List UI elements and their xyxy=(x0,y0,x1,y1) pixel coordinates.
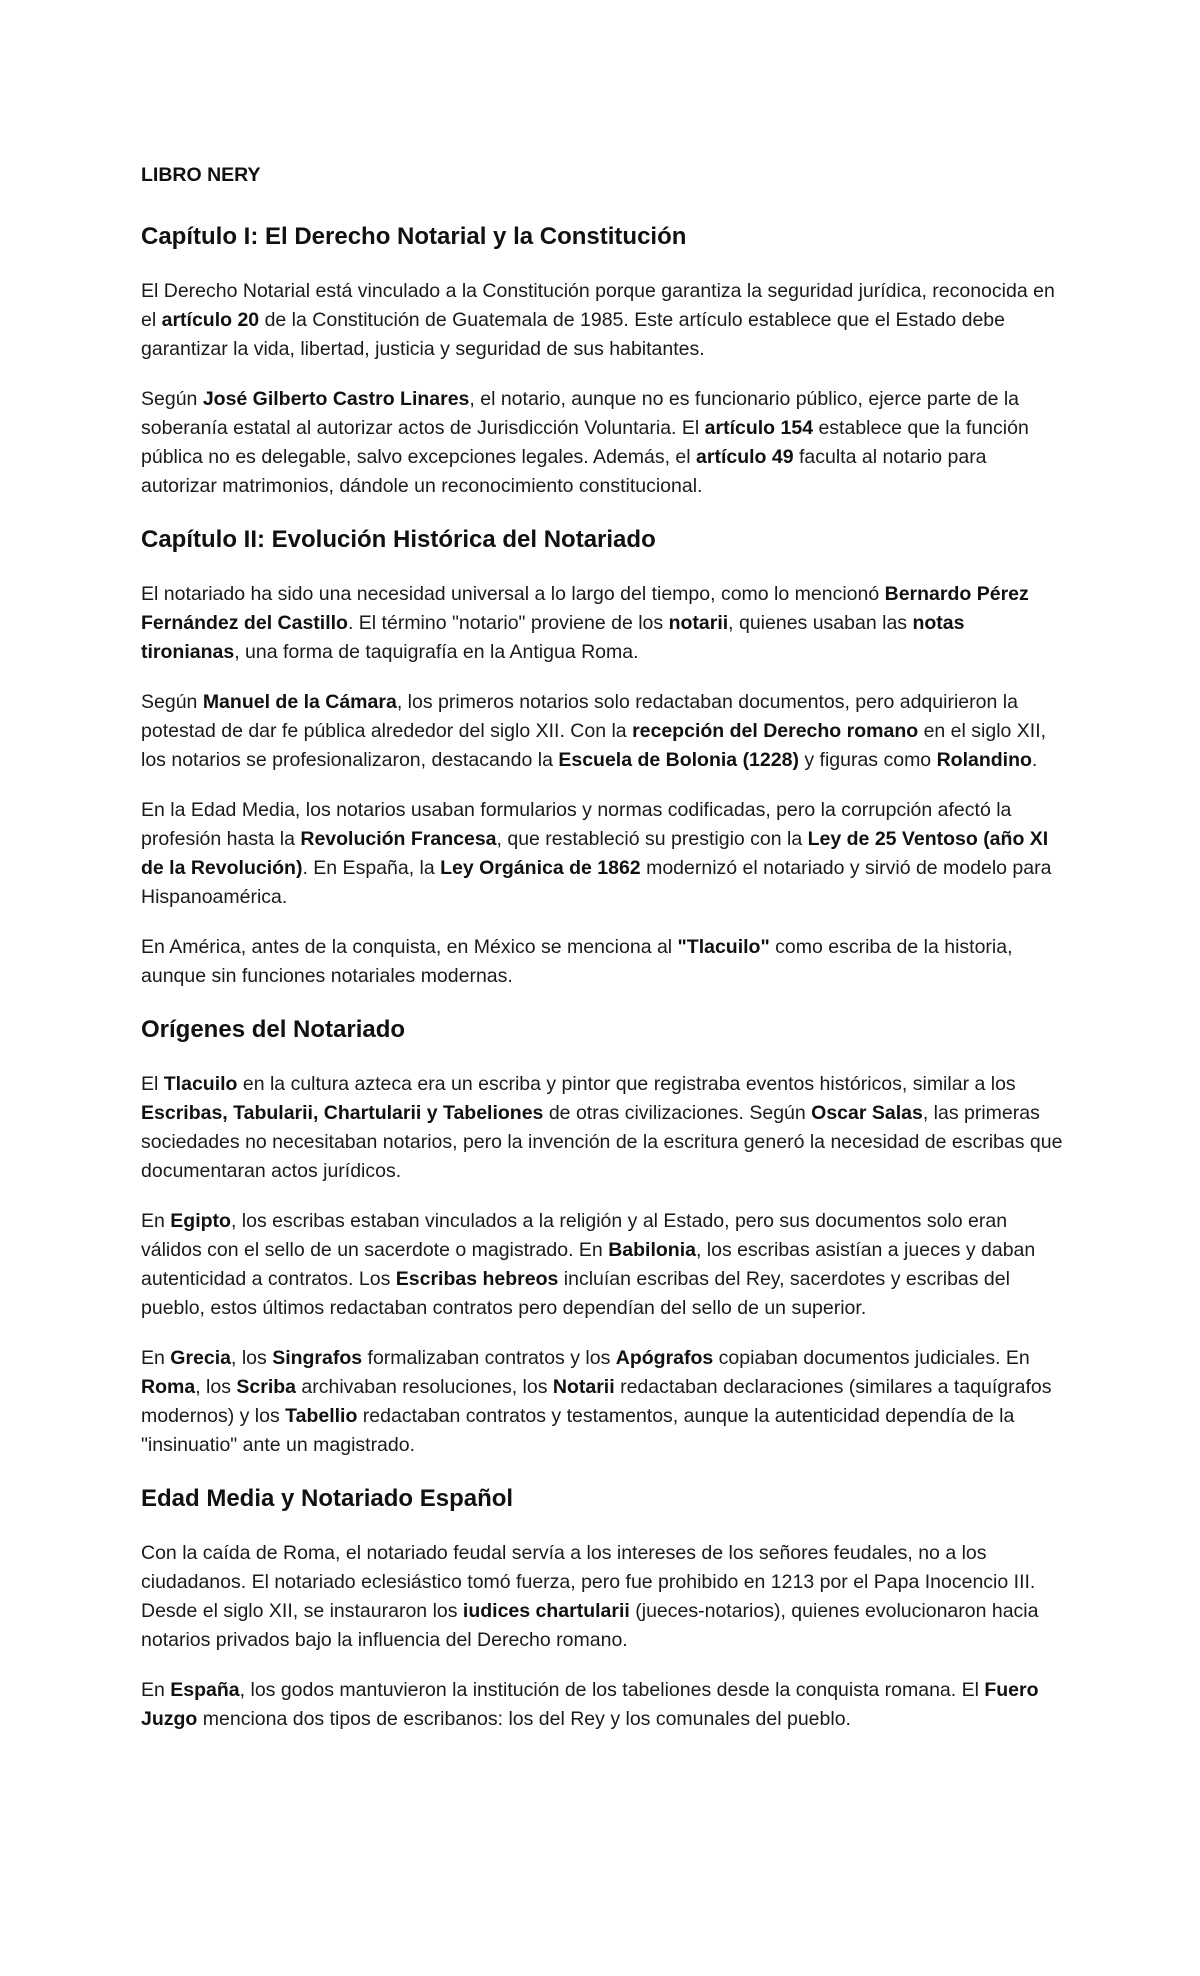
text-run: . El término "notario" proviene de los xyxy=(347,612,669,634)
text-run: , los godos mantuvieron la institución de los tabeliones desde la conquista romana. El xyxy=(239,1679,985,1701)
text-run: , los xyxy=(231,1347,273,1369)
paragraph xyxy=(141,1676,1066,1734)
paragraph xyxy=(141,385,1066,501)
text-run: formalizaban contratos y los xyxy=(362,1347,616,1369)
text-run: archivaban resoluciones, los xyxy=(296,1376,553,1398)
text-run: En la Edad Media, los notarios usaban formularios y normas codificadas, pero la corrupción afectó la profesión hasta la xyxy=(141,799,1012,850)
bold-text: Manuel de la Cámara xyxy=(202,691,397,713)
bold-text: Escribas hebreos xyxy=(395,1268,559,1290)
text-run: El Derecho Notarial está vinculado a la Constitución porque garantiza la seguridad jurídica, reconocida en el xyxy=(141,280,1055,331)
bold-text: España xyxy=(170,1679,240,1701)
text-run: , las primeras sociedades no necesitaban notarios, pero la invención de la escritura generó la necesidad de escribas que documentaran actos jurídicos. xyxy=(141,1102,1063,1182)
text-run: , los escribas estaban vinculados a la religión y al Estado, pero sus documentos solo eran válidos con el sello de un sacerdote o magistrado. En xyxy=(141,1210,1008,1261)
bold-text: Tabellio xyxy=(285,1405,358,1427)
text-run: , los primeros notarios solo redactaban documentos, pero adquirieron la potestad de dar fe pública alrededor del siglo XII. Con la xyxy=(141,691,1018,742)
text-run: como escriba de la historia, aunque sin funciones notariales modernas. xyxy=(141,936,1013,987)
text-run: En xyxy=(141,1347,171,1369)
text-run: redactaban contratos y testamentos, aunque la autenticidad dependía de la "insinuatio" ante un magistrado. xyxy=(141,1405,1015,1456)
document-body xyxy=(141,222,1066,1734)
bold-text: iudices chartularii xyxy=(462,1600,630,1622)
bold-text: Notarii xyxy=(552,1376,615,1398)
section-heading: Capítulo I: El Derecho Notarial y la Constitución xyxy=(141,223,687,250)
paragraph xyxy=(141,1207,1066,1323)
text-run: , los xyxy=(195,1376,237,1398)
bold-text: Singrafos xyxy=(272,1347,363,1369)
bold-text: Roma xyxy=(141,1376,196,1398)
bold-text: Apógrafos xyxy=(615,1347,714,1369)
bold-text: Tlacuilo xyxy=(163,1073,238,1095)
text-run: (jueces-notarios), quienes evolucionaron hacia notarios privados bajo la influencia del Derecho romano. xyxy=(141,1600,1039,1651)
section xyxy=(141,222,1066,501)
paragraph xyxy=(141,1070,1066,1186)
bold-text: Egipto xyxy=(170,1210,231,1232)
paragraph xyxy=(141,688,1066,775)
section-heading: Capítulo II: Evolución Histórica del Notariado xyxy=(141,526,656,553)
text-run: en el siglo XII, los notarios se profesionalizaron, destacando la xyxy=(141,720,1047,771)
section-heading: Orígenes del Notariado xyxy=(141,1016,406,1043)
bold-text: notas tironianas xyxy=(141,612,965,663)
bold-text: artículo 154 xyxy=(704,417,814,439)
paragraph xyxy=(141,796,1066,912)
text-run: , una forma de taquigrafía en la Antigua Roma. xyxy=(234,641,639,663)
bold-text: Oscar Salas xyxy=(811,1102,923,1124)
section xyxy=(141,525,1066,991)
text-run: En xyxy=(141,1679,171,1701)
bold-text: Grecia xyxy=(170,1347,231,1369)
bold-text: Fuero Juzgo xyxy=(141,1679,1039,1730)
text-run: . xyxy=(1031,749,1038,771)
text-run: faculta al notario para autorizar matrimonios, dándole un reconocimiento constitucional. xyxy=(141,446,987,497)
text-run: En xyxy=(141,1210,171,1232)
text-run: copiaban documentos judiciales. En xyxy=(713,1347,1030,1369)
section xyxy=(141,1484,1066,1734)
bold-text: Scriba xyxy=(236,1376,296,1398)
paragraph xyxy=(141,933,1066,991)
bold-text: artículo 49 xyxy=(696,446,794,468)
section-heading: Edad Media y Notariado Español xyxy=(141,1485,514,1512)
text-run: , los escribas asistían a jueces y daban autenticidad a contratos. Los xyxy=(141,1239,1036,1290)
text-run: Con la caída de Roma, el notariado feudal servía a los intereses de los señores feudales, no a los ciudadanos. El notariado eclesiástico tomó fuerza, pero fue prohibido en 1213 por el Papa Inocencio III. Desde el siglo XII, se instauraron los xyxy=(141,1542,1036,1622)
bold-text: Ley Orgánica de 1862 xyxy=(440,857,641,879)
text-run: en la cultura azteca era un escriba y pintor que registraba eventos históricos, similar a los xyxy=(237,1073,1016,1095)
bold-text: Escuela de Bolonia (1228) xyxy=(558,749,799,771)
bold-text: Rolandino xyxy=(936,749,1032,771)
bold-text: Revolución Francesa xyxy=(300,828,497,850)
text-run: modernizó el notariado y sirvió de modelo para Hispanoamérica. xyxy=(141,857,1052,908)
text-run: Según xyxy=(141,388,203,410)
bold-text: Escribas, Tabularii, Chartularii y Tabeliones xyxy=(141,1102,544,1124)
bold-text: "Tlacuilo" xyxy=(677,936,770,958)
bold-text: Bernardo Pérez Fernández del Castillo xyxy=(141,583,1029,634)
document-page xyxy=(141,162,1066,1758)
text-run: de la Constitución de Guatemala de 1985. Este artículo establece que el Estado debe garantizar la vida, libertad, justicia y seguridad de sus habitantes. xyxy=(141,309,1005,360)
bold-text: Babilonia xyxy=(608,1239,696,1261)
paragraph xyxy=(141,277,1066,364)
section xyxy=(141,1015,1066,1460)
text-run: de otras civilizaciones. Según xyxy=(543,1102,812,1124)
text-run: , el notario, aunque no es funcionario público, ejerce parte de la soberanía estatal al autorizar actos de Jurisdicción Voluntaria. El xyxy=(141,388,1020,439)
bold-text: notarii xyxy=(668,612,729,634)
bold-text: recepción del Derecho romano xyxy=(632,720,919,742)
text-run: incluían escribas del Rey, sacerdotes y escribas del pueblo, estos últimos redactaban contratos pero dependían del sello de un superior. xyxy=(141,1268,1010,1319)
text-run: . En España, la xyxy=(302,857,441,879)
bold-text: artículo 20 xyxy=(161,309,260,331)
text-run: establece que la función pública no es delegable, salvo excepciones legales. Además, el xyxy=(141,417,1029,468)
paragraph xyxy=(141,580,1066,667)
text-run: El xyxy=(141,1073,164,1095)
bold-text: José Gilberto Castro Linares xyxy=(202,388,470,410)
text-run: Según xyxy=(141,691,203,713)
bold-text: Ley de 25 Ventoso (año XI de la Revolución) xyxy=(141,828,1049,879)
paragraph xyxy=(141,1344,1066,1460)
paragraph xyxy=(141,1539,1066,1655)
text-run: El notariado ha sido una necesidad universal a lo largo del tiempo, como lo mencionó xyxy=(141,583,885,605)
text-run: En América, antes de la conquista, en México se menciona al xyxy=(141,936,678,958)
text-run: y figuras como xyxy=(798,749,937,771)
text-run: , que restableció su prestigio con la xyxy=(496,828,808,850)
text-run: redactaban declaraciones (similares a taquígrafos modernos) y los xyxy=(141,1376,1052,1427)
document-title: LIBRO NERY xyxy=(141,164,261,186)
text-run: , quienes usaban las xyxy=(728,612,913,634)
text-run: menciona dos tipos de escribanos: los del Rey y los comunales del pueblo. xyxy=(197,1708,851,1730)
